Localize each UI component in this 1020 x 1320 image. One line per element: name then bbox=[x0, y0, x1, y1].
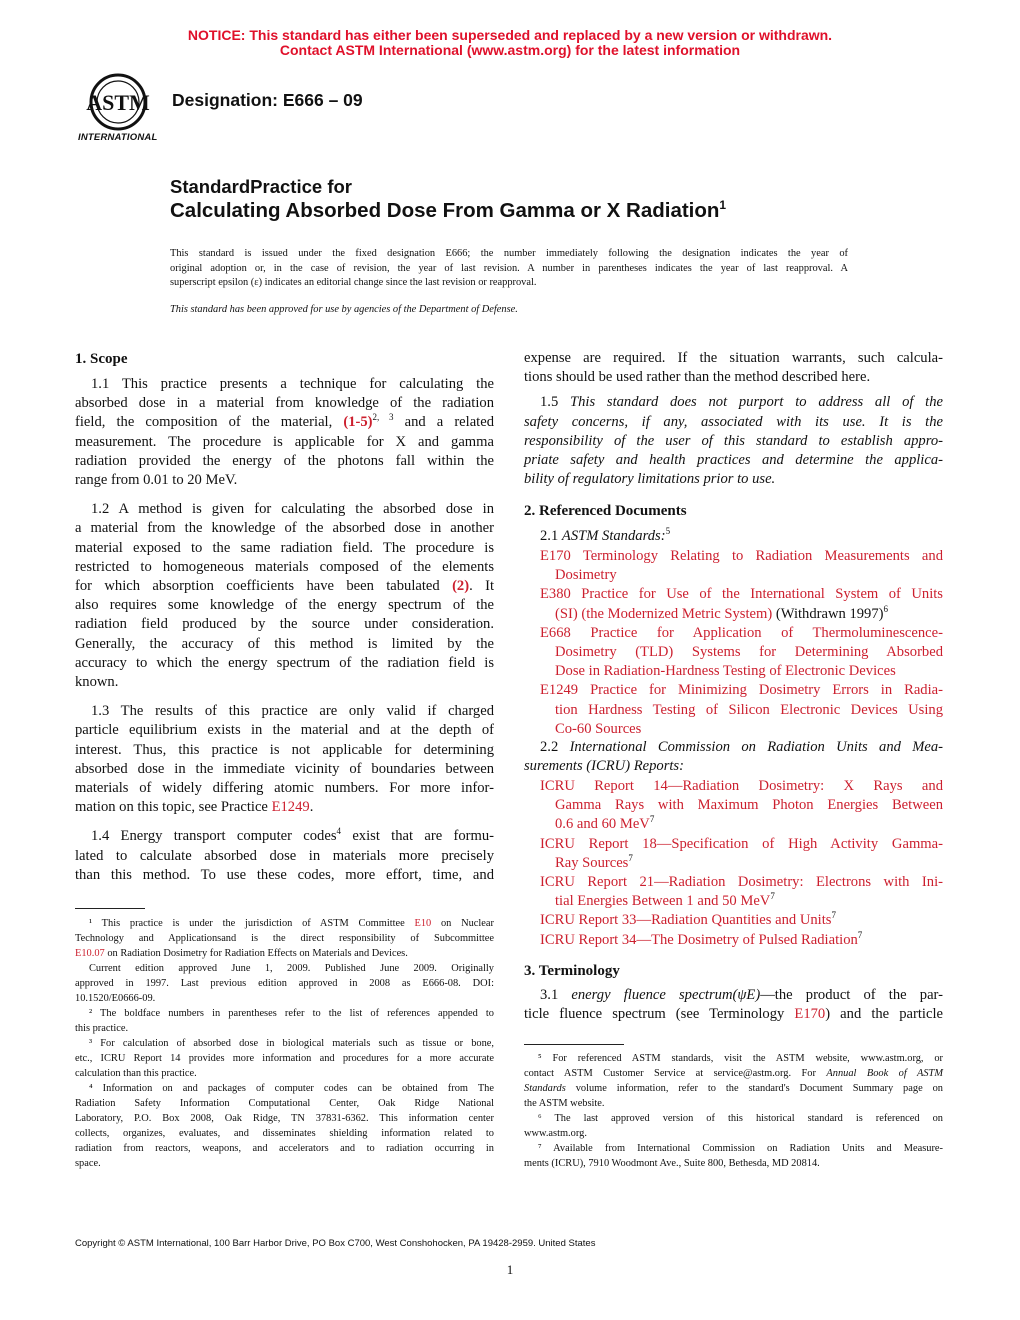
ref-title[interactable]: Dosimetry (TLD) Systems for Determining Absorbed bbox=[555, 644, 943, 661]
footnote-line: ² The boldface numbers in parentheses refer to the list of references appended to bbox=[89, 1008, 494, 1019]
link-e1249[interactable]: E1249 bbox=[271, 799, 310, 816]
text-span: field, the composition of the material, bbox=[75, 414, 333, 431]
text-span: and a related bbox=[404, 414, 495, 431]
text-span: mation on this topic, see Practice bbox=[75, 799, 268, 816]
text-span: contact ASTM Customer Service at service@astm.org. For bbox=[524, 1068, 816, 1079]
left-column bbox=[75, 349, 494, 885]
ref-title[interactable]: tial Energies Between 1 and 50 MeV bbox=[555, 893, 771, 910]
text-span: ) and the particle bbox=[825, 1006, 943, 1023]
terminology-heading: 3. Terminology bbox=[524, 963, 620, 979]
ref-line[interactable] bbox=[540, 720, 943, 739]
text-line bbox=[75, 413, 494, 432]
para-2-1 bbox=[524, 527, 943, 546]
text-span: . bbox=[309, 799, 314, 816]
ref-title[interactable]: Terminology Relating to Radiation Measurements and bbox=[582, 548, 943, 564]
footnote-line: radiation from reactors, weapons, and accelerators and to radiation occurring in bbox=[75, 1143, 494, 1154]
text-line bbox=[75, 577, 494, 596]
para-2-2 bbox=[524, 738, 943, 776]
ref-code[interactable]: E1249 bbox=[540, 682, 579, 699]
text-span: Standards bbox=[524, 1083, 566, 1094]
text-span: ASTM Standards: bbox=[561, 528, 666, 545]
logo-text: INTERNATIONAL bbox=[78, 132, 158, 143]
footnote-line: approved in 1997. Last previous edition approved in 2008 as E666-08. DOI: bbox=[75, 978, 494, 989]
sup: 5 bbox=[665, 526, 671, 537]
text-span: 1.4 Energy transport computer codes bbox=[91, 828, 337, 845]
text-line bbox=[524, 393, 943, 412]
para-1-2 bbox=[75, 500, 494, 692]
ref-code[interactable]: E668 bbox=[540, 624, 571, 641]
text-line bbox=[524, 986, 943, 1005]
text-span: 2.1 bbox=[540, 528, 559, 545]
text-span: International Commission on Radiation Units and Mea- bbox=[569, 739, 943, 755]
text-span: ticle fluence spectrum (see Terminology bbox=[524, 1006, 785, 1023]
text-span: —the product of the par- bbox=[760, 987, 943, 1003]
title-main: Calculating Absorbed Dose From Gamma or X Radiation bbox=[170, 199, 720, 222]
refdocs-heading: 2. Referenced Documents bbox=[524, 503, 687, 520]
ref-line[interactable] bbox=[540, 815, 943, 834]
text-span: . It bbox=[469, 578, 494, 595]
text-line: priate safety and health practices and determine the applica- bbox=[524, 452, 943, 469]
icru-ref[interactable] bbox=[540, 777, 943, 796]
sup: 7 bbox=[628, 852, 633, 863]
text-line: measurement. The procedure is applicable for X and gamma bbox=[75, 433, 494, 450]
text-line: radiation field produced by the source under consideration. bbox=[75, 616, 494, 633]
text-line: radiation provided the energy of the photons fall within the bbox=[75, 452, 494, 469]
notice-line-2: Contact ASTM International (www.astm.org) for the latest information bbox=[279, 42, 741, 58]
ref-line[interactable] bbox=[540, 796, 943, 815]
link-e10-07[interactable]: E10.07 bbox=[75, 948, 105, 959]
title-line-2 bbox=[170, 199, 726, 223]
ref-title[interactable]: Practice for Application of Thermoluminescence- bbox=[590, 624, 943, 641]
text-line: than this method. To use these codes, more effort, time, and bbox=[75, 866, 494, 883]
icru-ref-list bbox=[540, 777, 943, 950]
ref-line[interactable] bbox=[540, 643, 943, 662]
dod-note: This standard has been approved for use by agencies of the Department of Defense. bbox=[170, 304, 518, 315]
ref-code[interactable]: E170 bbox=[540, 548, 571, 564]
footnote-line: www.astm.org. bbox=[524, 1128, 587, 1139]
ref-title[interactable]: 0.6 and 60 MeV bbox=[555, 816, 650, 833]
text-line: 1.2 A method is given for calculating the absorbed dose in bbox=[91, 501, 494, 518]
text-line: safety concerns, if any, associated with its use. It is the bbox=[524, 413, 943, 430]
para-1-5 bbox=[524, 393, 943, 489]
footnote-rule-right bbox=[524, 1044, 624, 1045]
ref-e380[interactable] bbox=[540, 585, 943, 604]
ref-title[interactable]: Dose in Radiation-Hardness Testing of Electronic Devices bbox=[555, 663, 896, 680]
astm-ref-list bbox=[540, 547, 943, 739]
ref-title[interactable]: Gamma Rays with Maximum Photon Energies Between bbox=[555, 797, 943, 814]
text-line: absorbed dose in the immediate vicinity of boundaries between bbox=[75, 760, 494, 777]
terminology-section bbox=[524, 961, 943, 1024]
footnote-line: Radiation Safety Information Computational Center, Oak Ridge National bbox=[75, 1098, 494, 1109]
text-span: energy fluence spectrum(ψE) bbox=[571, 987, 761, 1003]
ref-e1249[interactable] bbox=[540, 681, 943, 700]
ref-e668[interactable] bbox=[540, 624, 943, 643]
text-line: accuracy to which the energy spectrum of the radiation field is bbox=[75, 654, 494, 671]
text-span: volume information, refer to the standard's Document Summary page on bbox=[575, 1083, 943, 1094]
ref-line[interactable] bbox=[540, 662, 943, 681]
icru-ref[interactable] bbox=[540, 835, 943, 854]
text-span: (Withdrawn 1997) bbox=[775, 605, 884, 622]
text-line: responsibility of the user of this standard to establish appro- bbox=[524, 432, 943, 449]
footnote-line: the ASTM website. bbox=[524, 1098, 605, 1109]
ref-title[interactable]: ICRU Report 14—Radiation Dosimetry: X Rays and bbox=[540, 778, 943, 794]
footnote-line: ³ For calculation of absorbed dose in biological materials such as tissue or bone, bbox=[89, 1038, 494, 1049]
text-line bbox=[75, 827, 494, 846]
ref-code[interactable]: E380 bbox=[540, 586, 571, 603]
text-span: exist that are formu- bbox=[352, 828, 494, 845]
text-line: expense are required. If the situation warrants, such calcula- bbox=[524, 350, 943, 366]
sup: 2, 3 bbox=[372, 412, 394, 423]
text-span: 1.5 bbox=[540, 394, 559, 411]
title-line-1: StandardPractice for bbox=[170, 176, 352, 197]
notice-line-1: NOTICE: This standard has either been superseded and replaced by a new version or withdrawn. bbox=[187, 27, 833, 43]
issuance-line: This standard is issued under the fixed designation E666; the number immediately following the designation indicates the year of bbox=[170, 248, 848, 259]
footnote-line: Current edition approved June 1, 2009. Published June 2009. Originally bbox=[89, 963, 494, 974]
footnote-line: ⁴ Information on and packages of computer codes can be obtained from The bbox=[89, 1083, 494, 1094]
footnote-line bbox=[75, 946, 494, 961]
text-line: a material from the knowledge of the absorbed dose in another bbox=[75, 520, 494, 537]
icru-ref[interactable] bbox=[540, 911, 943, 930]
footnote-line: etc., ICRU Report 14 provides more information and procedures for a more accurate bbox=[75, 1053, 494, 1064]
footnote-line: this practice. bbox=[75, 1023, 129, 1034]
text-line: absorbed dose in a material from knowledge of the radiation bbox=[75, 395, 494, 412]
ref-title[interactable]: tion Hardness Testing of Silicon Electronic Devices Using bbox=[555, 701, 943, 718]
text-span: 3.1 bbox=[540, 987, 559, 1003]
text-line: lated to calculate absorbed dose in materials more precisely bbox=[75, 847, 494, 864]
footnotes-right bbox=[524, 1051, 943, 1171]
footnote-line: calculation than this practice. bbox=[75, 1068, 197, 1079]
footnote-line: space. bbox=[75, 1158, 101, 1169]
text-span: for which absorption coefficients have been tabulated bbox=[75, 578, 440, 595]
copyright: Copyright © ASTM International, 100 Barr Harbor Drive, PO Box C700, West Conshohocken, PA 19428-2959. United States bbox=[75, 1238, 596, 1249]
text-span: Annual Book of ASTM bbox=[826, 1068, 943, 1079]
text-line: restricted to homogeneous materials composed of the elements bbox=[75, 558, 494, 575]
footnote-line bbox=[75, 916, 494, 931]
ref-link-2[interactable]: (2) bbox=[452, 578, 470, 595]
text-line: tions should be used rather than the method described here. bbox=[524, 369, 871, 386]
text-line: range from 0.01 to 20 MeV. bbox=[75, 472, 238, 489]
text-line bbox=[524, 738, 943, 757]
footnote-line: Laboratory, P.O. Box 2008, Oak Ridge, TN 37831-6362. This information center bbox=[75, 1113, 494, 1124]
para-1-1 bbox=[75, 375, 494, 490]
text-line: materials of widely differing atomic numbers. For more infor- bbox=[75, 780, 494, 797]
footnote-line: ⁷ Available from International Commission on Radiation Units and Measure- bbox=[538, 1143, 943, 1154]
footnote-rule-left bbox=[75, 908, 145, 909]
issuance-line: superscript epsilon (ε) indicates an editorial change since the last revision or reapproval. bbox=[170, 277, 537, 288]
sup: 7 bbox=[857, 929, 863, 940]
text-line: surements (ICRU) Reports: bbox=[524, 758, 684, 775]
sup: 6 bbox=[883, 603, 889, 614]
ref-title[interactable]: Dosimetry bbox=[555, 567, 617, 584]
astm-logo bbox=[72, 72, 164, 144]
footnote-line: ⁶ The last approved version of this historical standard is referenced on bbox=[538, 1113, 943, 1124]
link-e10[interactable]: E10 bbox=[414, 918, 432, 929]
ref-e170[interactable] bbox=[540, 547, 943, 566]
ref-line[interactable] bbox=[540, 566, 943, 585]
text-span: This standard does not purport to address all of the bbox=[570, 394, 943, 411]
text-line: also requires some knowledge of the energy spectrum of the bbox=[75, 597, 494, 614]
link-e170[interactable]: E170 bbox=[794, 1006, 826, 1023]
footnote-line: ments (ICRU), 7910 Woodmont Ave., Suite 800, Bethesda, MD 20814. bbox=[524, 1158, 820, 1169]
icru-ref[interactable] bbox=[540, 873, 943, 892]
designation: Designation: E666 – 09 bbox=[172, 90, 363, 110]
ref-line[interactable] bbox=[540, 892, 943, 911]
sup: 7 bbox=[649, 814, 655, 825]
ref-title[interactable]: Ray Sources bbox=[555, 854, 629, 871]
text-line: 1.1 This practice presents a technique for calculating the bbox=[91, 376, 494, 392]
text-line bbox=[524, 1005, 943, 1024]
scope-heading: 1. Scope bbox=[75, 351, 128, 367]
title-sup: 1 bbox=[719, 198, 727, 213]
footnote-line bbox=[524, 1081, 943, 1096]
ref-link-1-5[interactable]: (1-5) bbox=[343, 414, 373, 431]
logo-mark: ASTM bbox=[86, 90, 150, 115]
footnote-line: 10.1520/E0666-09. bbox=[75, 993, 156, 1004]
ref-line[interactable] bbox=[540, 854, 943, 873]
ref-title[interactable]: (SI) (the Modernized Metric System) bbox=[555, 605, 773, 622]
ref-title[interactable]: Practice for Minimizing Dosimetry Errors in Radia- bbox=[590, 682, 943, 699]
footnote-line: collects, organizes, evaluates, and disseminates shielding information related to bbox=[75, 1128, 494, 1139]
text-span: ¹ This practice is under the jurisdiction of ASTM Committee bbox=[89, 918, 405, 929]
text-line: bility of regulatory limitations prior to use. bbox=[524, 471, 776, 488]
text-line: 1.3 The results of this practice are only valid if charged bbox=[91, 703, 494, 720]
text-line: known. bbox=[75, 674, 119, 691]
text-line: particle equilibrium exists in the material and at the depth of bbox=[75, 722, 494, 739]
text-line bbox=[75, 798, 494, 817]
sup: 7 bbox=[831, 910, 836, 921]
sup: 4 bbox=[336, 826, 342, 837]
text-line: interest. Thus, this practice is not applicable for determining bbox=[75, 741, 494, 758]
footnote-line: ⁵ For referenced ASTM standards, visit the ASTM website, www.astm.org, or bbox=[538, 1053, 943, 1064]
ref-title[interactable]: ICRU Report 33—Radiation Quantities and Units bbox=[540, 912, 832, 929]
sup: 7 bbox=[770, 891, 775, 902]
ref-line[interactable] bbox=[540, 701, 943, 720]
issuance-block bbox=[170, 247, 848, 291]
ref-title[interactable]: Co-60 Sources bbox=[555, 720, 642, 737]
ref-line[interactable] bbox=[540, 605, 943, 624]
footnote-line: Technology and Applicationsand is the direct responsibility of Subcommittee bbox=[75, 933, 494, 944]
issuance-line: original adoption or, in the case of revision, the year of last revision. A number in parentheses indicates the year of last reapproval. A bbox=[170, 262, 848, 274]
ref-title[interactable]: Practice for Use of the International System of Units bbox=[581, 586, 943, 603]
para-1-4-cont bbox=[524, 349, 943, 387]
footnotes-left bbox=[75, 916, 494, 1171]
astm-logo-icon bbox=[72, 72, 164, 132]
text-span: 2.2 bbox=[540, 739, 559, 755]
right-column bbox=[524, 349, 943, 547]
text-span: on Radiation Dosimetry for Radiation Effects on Materials and Devices. bbox=[107, 948, 408, 959]
text-line: Generally, the accuracy of this method is limited by the bbox=[75, 635, 494, 652]
text-span: on Nuclear bbox=[440, 918, 494, 929]
ref-title[interactable]: ICRU Report 18—Specification of High Activity Gamma- bbox=[540, 835, 943, 852]
page-number: 1 bbox=[506, 1262, 514, 1277]
footnote-line bbox=[524, 1066, 943, 1081]
para-1-3 bbox=[75, 702, 494, 817]
ref-title[interactable]: ICRU Report 21—Radiation Dosimetry: Electrons with Ini- bbox=[540, 874, 943, 891]
icru-ref[interactable] bbox=[540, 931, 943, 950]
para-1-4 bbox=[75, 827, 494, 885]
text-line: material exposed to the same radiation field. The procedure is bbox=[75, 539, 494, 556]
ref-title[interactable]: ICRU Report 34—The Dosimetry of Pulsed Radiation bbox=[540, 931, 858, 948]
